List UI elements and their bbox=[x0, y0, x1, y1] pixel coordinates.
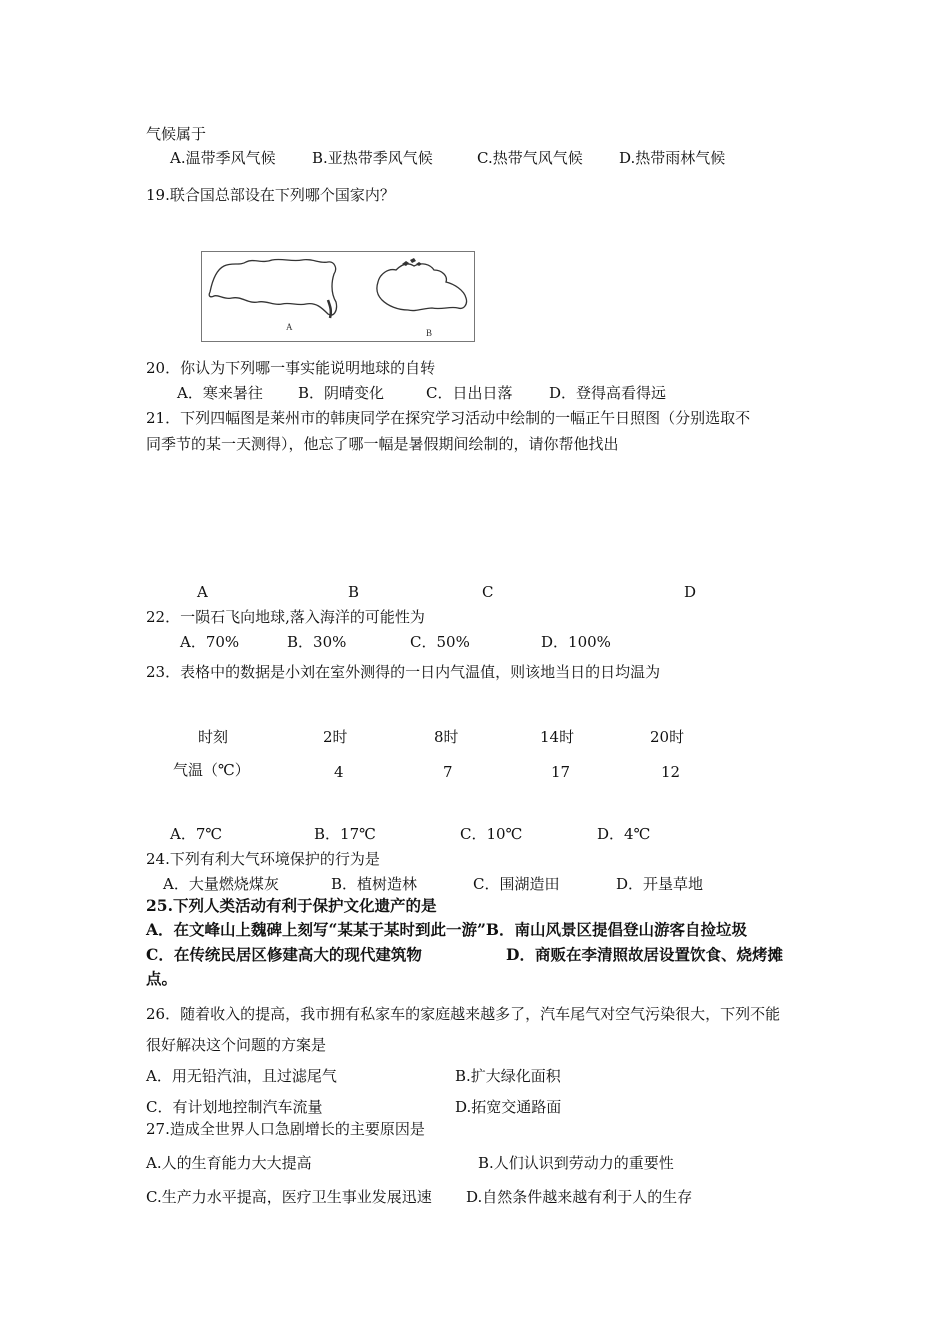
map-figure bbox=[201, 251, 475, 342]
q25-line2-b: D．商贩在李清照故居设置饮食、烧烤摊 bbox=[506, 945, 783, 964]
q24-option-c: C．围湖造田 bbox=[473, 875, 560, 893]
q26-option-a: A．用无铅汽油，且过滤尾气 bbox=[146, 1067, 337, 1085]
q25-line1: A．在文峰山上魏碑上刻写“某某于某时到此一游”B．南山风景区提倡登山游客自捡垃圾 bbox=[146, 920, 747, 939]
q27-option-a: A.人的生育能力大大提高 bbox=[146, 1154, 312, 1172]
q26-stem-line1: 26．随着收入的提高，我市拥有私家车的家庭越来越多了，汽车尾气对空气污染很大，下列不能 bbox=[146, 1005, 781, 1023]
table-temp-2: 7 bbox=[443, 763, 453, 781]
q25-line3: 点。 bbox=[146, 969, 178, 988]
q18-option-b: B.亚热带季风气候 bbox=[312, 149, 433, 167]
q20-stem: 20．你认为下列哪一事实能说明地球的自转 bbox=[146, 359, 436, 377]
q20-option-b: B．阴晴变化 bbox=[298, 384, 385, 402]
q24-stem: 24.下列有利大气环境保护的行为是 bbox=[146, 850, 380, 868]
q18-option-d: D.热带雨林气候 bbox=[619, 149, 726, 167]
q20-option-c: C．日出日落 bbox=[426, 384, 513, 402]
table-time-3: 14时 bbox=[540, 728, 575, 746]
map-label-b: B bbox=[426, 328, 433, 338]
russia-detail bbox=[328, 300, 331, 318]
q26-option-d: D.拓宽交通路面 bbox=[455, 1098, 562, 1116]
q24-option-d: D．开垦草地 bbox=[616, 875, 704, 893]
q18-option-a: A.温带季风气候 bbox=[170, 149, 276, 167]
table-temp-4: 12 bbox=[661, 763, 681, 781]
q26-stem-line2: 很好解决这个问题的方案是 bbox=[146, 1036, 327, 1054]
q22-option-d: D．100% bbox=[541, 633, 611, 651]
map-label-a: A bbox=[286, 322, 293, 332]
table-time-4: 20时 bbox=[650, 728, 685, 746]
q23-option-c: C．10℃ bbox=[460, 825, 523, 843]
q23-stem: 23．表格中的数据是小刘在室外测得的一日内气温值，则该地当日的日均温为 bbox=[146, 663, 661, 681]
map-outlines bbox=[202, 252, 474, 341]
q21-stem-line2: 同季节的某一天测得），他忘了哪一幅是暑假期间绘制的，请你帮他找出 bbox=[146, 435, 619, 453]
q23-option-d: D．4℃ bbox=[597, 825, 651, 843]
q21-figure-label-c: C bbox=[482, 583, 494, 601]
q27-option-b: B.人们认识到劳动力的重要性 bbox=[478, 1154, 674, 1172]
q22-option-c: C．50% bbox=[410, 633, 470, 651]
table-time-2: 8时 bbox=[434, 728, 459, 746]
canada-outline bbox=[377, 264, 467, 311]
q26-option-b: B.扩大绿化面积 bbox=[455, 1067, 561, 1085]
russia-outline bbox=[209, 259, 336, 315]
q24-option-b: B．植树造林 bbox=[331, 875, 418, 893]
q19-stem: 19.联合国总部设在下列哪个国家内？ bbox=[146, 186, 395, 204]
table-time-1: 2时 bbox=[323, 728, 348, 746]
q22-stem: 22．一陨石飞向地球,落入海洋的可能性为 bbox=[146, 608, 425, 626]
q21-figure-label-a: A bbox=[197, 583, 208, 601]
q21-figure-label-d: D bbox=[684, 583, 697, 601]
q18-stem-end: 气候属于 bbox=[146, 125, 207, 143]
q23-option-b: B．17℃ bbox=[314, 825, 376, 843]
q20-option-a: A．寒来暑往 bbox=[177, 384, 263, 402]
q26-option-c: C．有计划地控制汽车流量 bbox=[146, 1098, 323, 1116]
q18-option-c: C.热带气风气候 bbox=[477, 149, 583, 167]
table-header-time: 时刻 bbox=[198, 728, 229, 746]
q27-option-c: C.生产力水平提高，医疗卫生事业发展迅速 bbox=[146, 1188, 432, 1206]
q25-line2-a: C．在传统民居区修建高大的现代建筑物 bbox=[146, 945, 422, 964]
q27-stem: 27.造成全世界人口急剧增长的主要原因是 bbox=[146, 1120, 425, 1138]
q23-option-a: A．7℃ bbox=[170, 825, 223, 843]
q27-option-d: D.自然条件越来越有利于人的生存 bbox=[466, 1188, 693, 1206]
table-temp-1: 4 bbox=[334, 763, 344, 781]
q22-option-a: A．70% bbox=[180, 633, 240, 651]
q25-stem: 25.下列人类活动有利于保护文化遗产的是 bbox=[146, 896, 437, 915]
q24-option-a: A．大量燃烧煤灰 bbox=[163, 875, 279, 893]
q21-figure-label-b: B bbox=[348, 583, 360, 601]
q21-stem-line1: 21．下列四幅图是莱州市的韩庚同学在探究学习活动中绘制的一幅正午日照图（分别选取不 bbox=[146, 409, 751, 427]
table-temp-3: 17 bbox=[551, 763, 571, 781]
table-header-temp: 气温（℃） bbox=[173, 761, 250, 779]
q20-option-d: D．登得高看得远 bbox=[549, 384, 667, 402]
q22-option-b: B．30% bbox=[287, 633, 347, 651]
